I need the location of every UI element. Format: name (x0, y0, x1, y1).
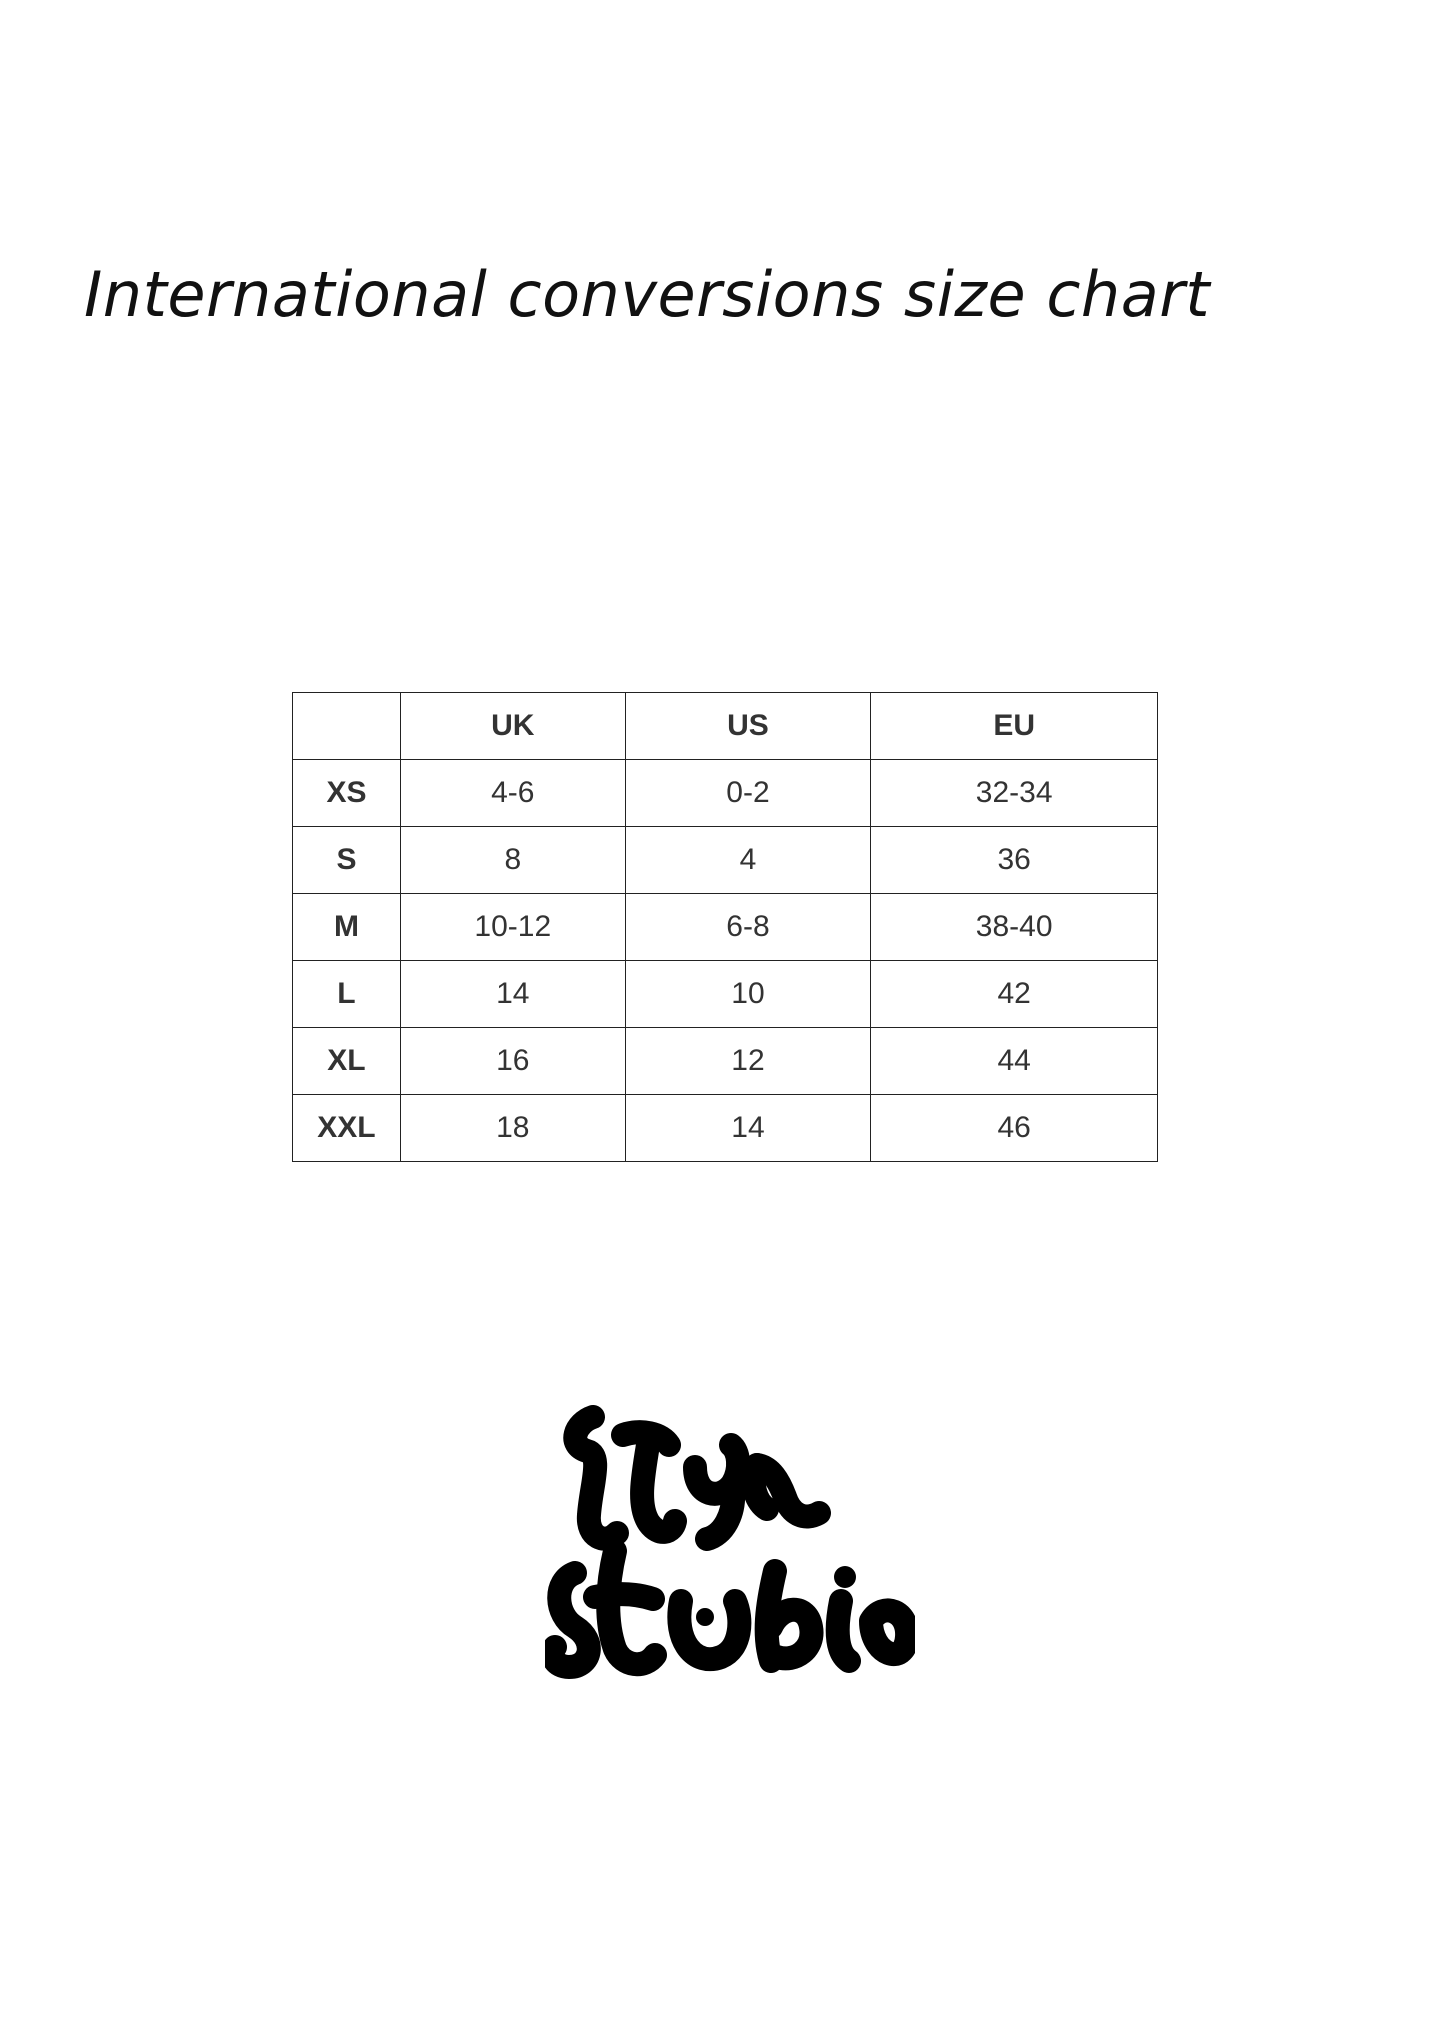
table-row (293, 961, 1158, 1028)
eu-size-cell: 46 (871, 1095, 1158, 1162)
uk-size-cell: 18 (400, 1095, 625, 1162)
size-label: XL (293, 1028, 401, 1095)
brand-logo-artwork (545, 1405, 915, 1685)
size-conversion-table (292, 692, 1158, 1162)
us-size-cell: 0-2 (625, 760, 871, 827)
table-row (293, 1095, 1158, 1162)
us-size-cell: 14 (625, 1095, 871, 1162)
brand-logo (545, 1405, 915, 1685)
size-label: XXL (293, 1095, 401, 1162)
eu-size-cell: 42 (871, 961, 1158, 1028)
uk-size-cell: 8 (400, 827, 625, 894)
header-cell-eu: EU (871, 693, 1158, 760)
header-cell-uk: UK (400, 693, 625, 760)
us-size-cell: 10 (625, 961, 871, 1028)
eu-size-cell: 36 (871, 827, 1158, 894)
us-size-cell: 12 (625, 1028, 871, 1095)
eu-size-cell: 38-40 (871, 894, 1158, 961)
table-row (293, 760, 1158, 827)
uk-size-cell: 10-12 (400, 894, 625, 961)
eu-size-cell: 32-34 (871, 760, 1158, 827)
size-label: XS (293, 760, 401, 827)
header-cell-us: US (625, 693, 871, 760)
uk-size-cell: 4-6 (400, 760, 625, 827)
uk-size-cell: 16 (400, 1028, 625, 1095)
us-size-cell: 6-8 (625, 894, 871, 961)
size-label: L (293, 961, 401, 1028)
eu-size-cell: 44 (871, 1028, 1158, 1095)
uk-size-cell: 14 (400, 961, 625, 1028)
table-row (293, 894, 1158, 961)
table-row (293, 827, 1158, 894)
us-size-cell: 4 (625, 827, 871, 894)
size-label: M (293, 894, 401, 961)
table-header-row (293, 693, 1158, 760)
size-label: S (293, 827, 401, 894)
table-row (293, 1028, 1158, 1095)
page-title: International conversions size chart (84, 258, 1211, 331)
header-cell-corner (293, 693, 401, 760)
